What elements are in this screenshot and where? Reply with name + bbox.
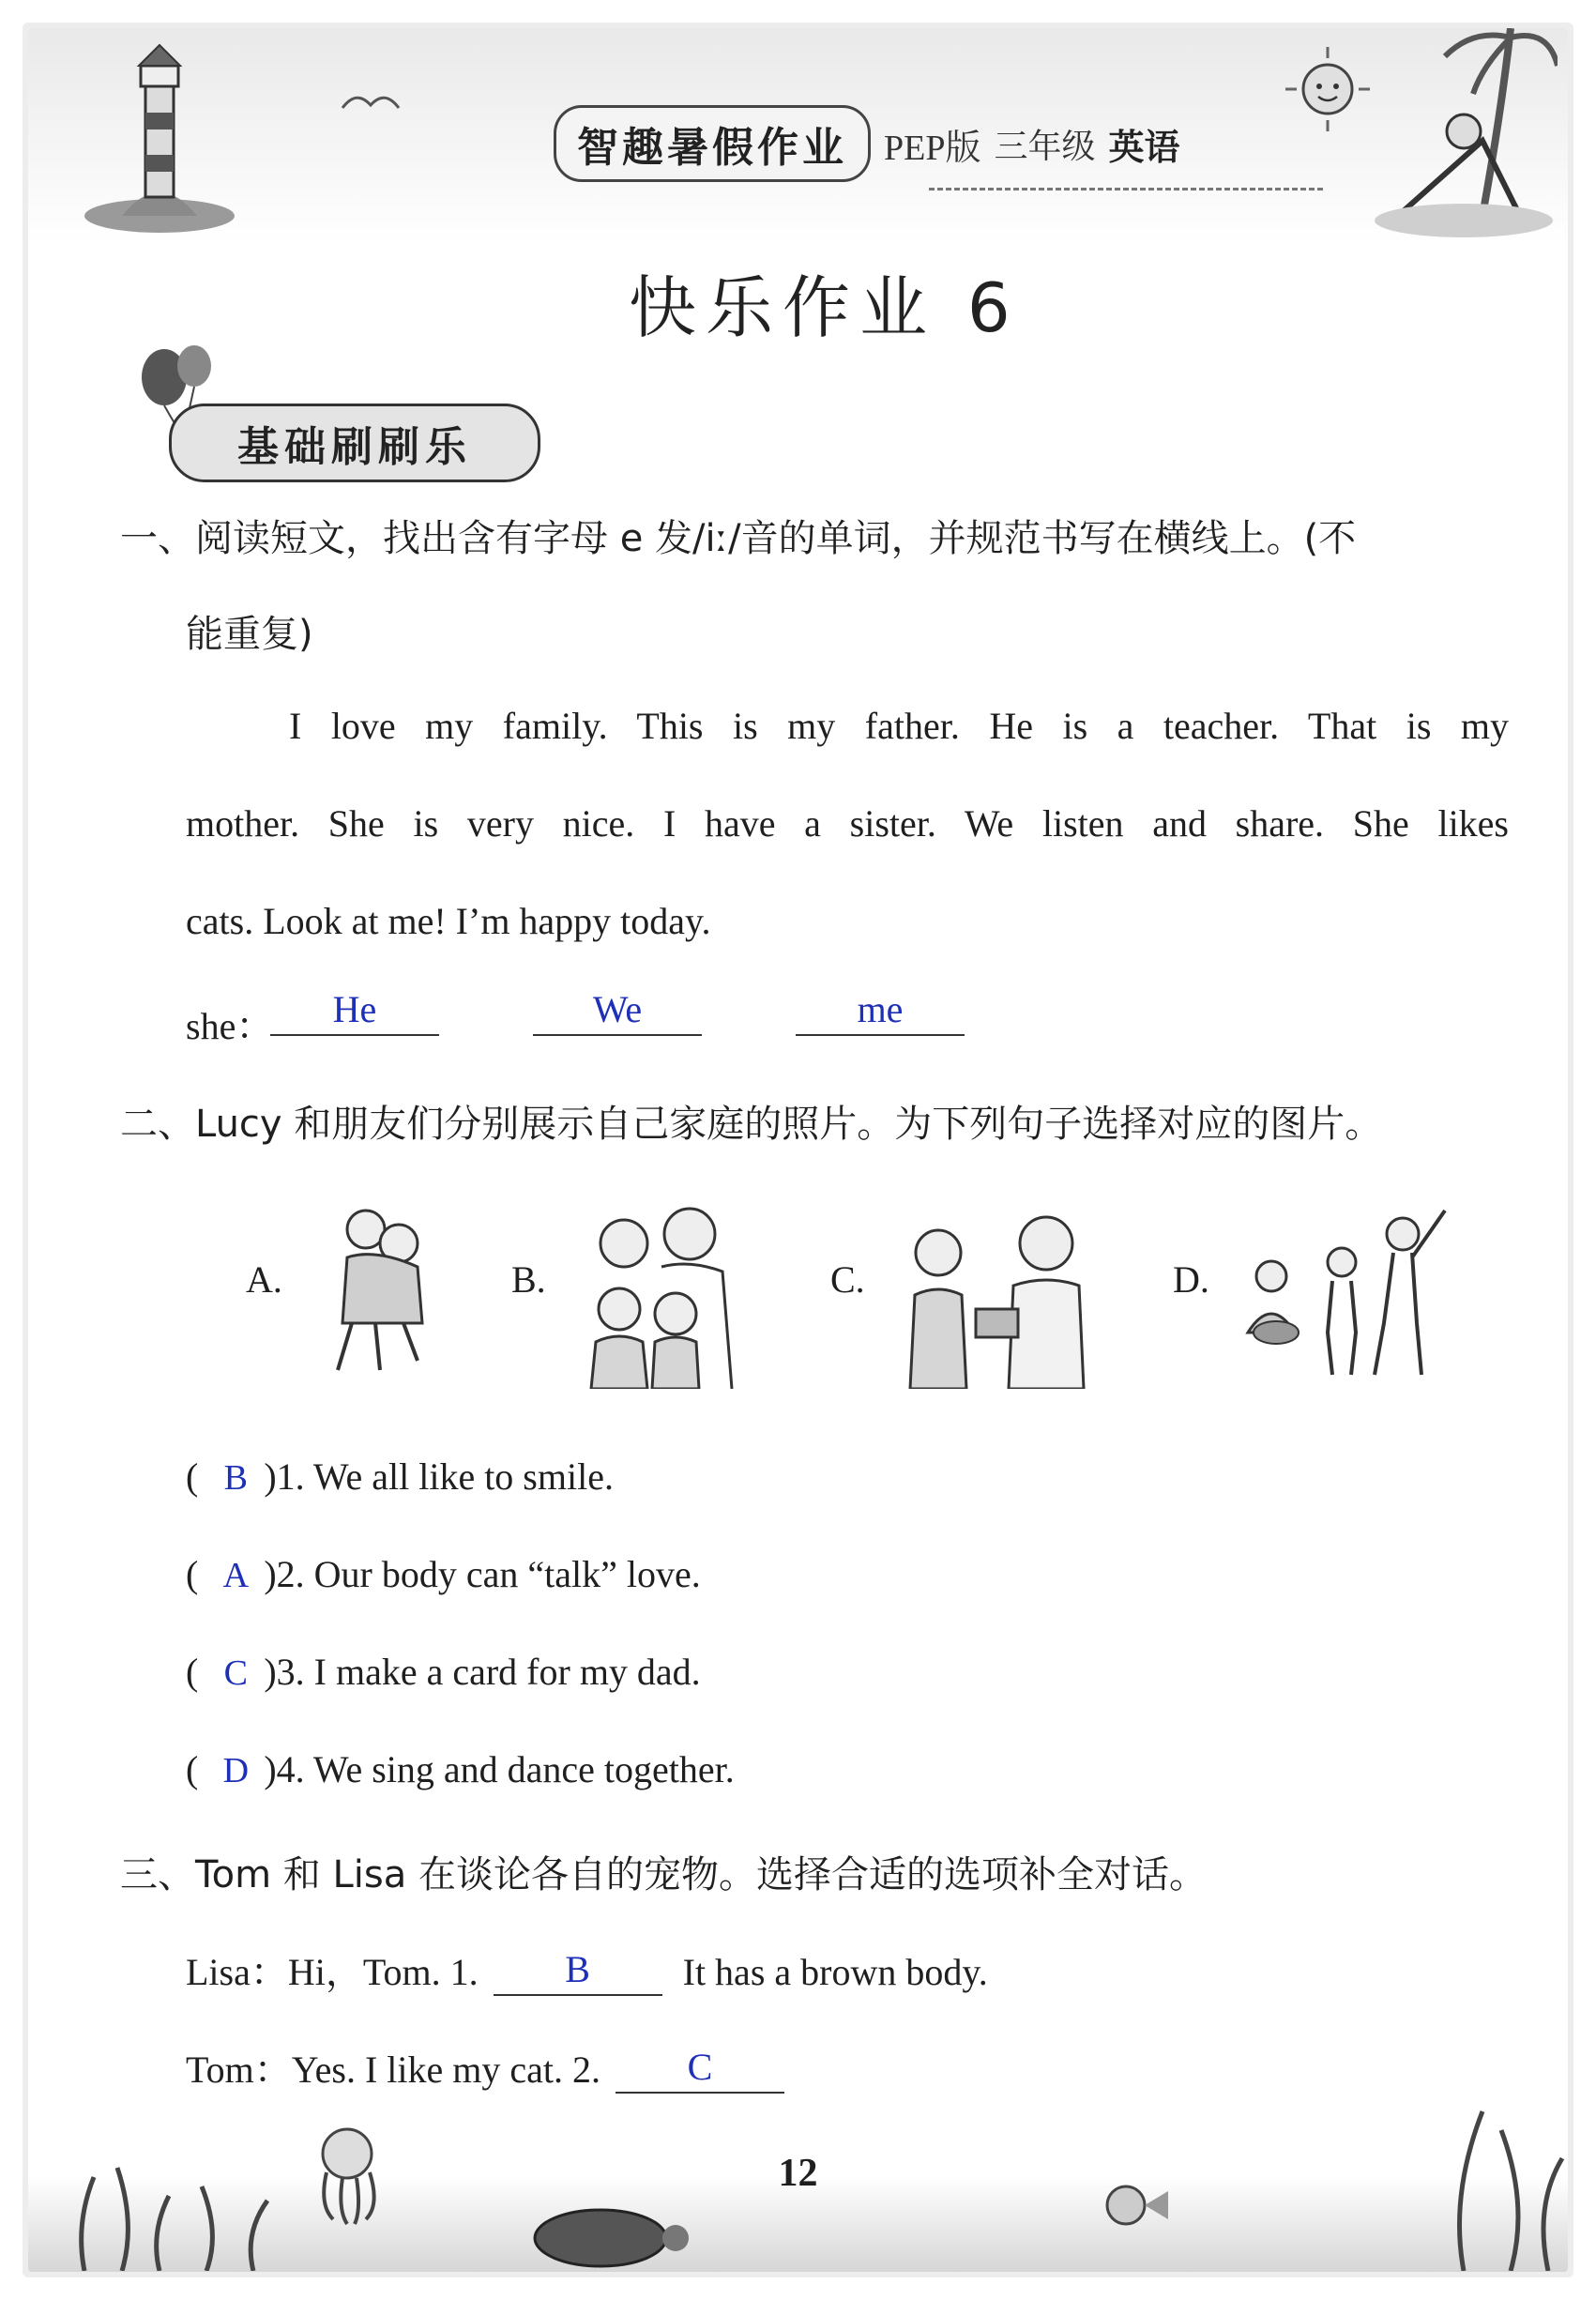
q3-heading: 三、Tom 和 Lisa 在谈论各自的宠物。选择合适的选项补全对话。 bbox=[120, 1853, 1207, 1896]
q2-heading: 二、Lucy 和朋友们分别展示自己家庭的照片。为下列句子选择对应的图片。 bbox=[120, 1103, 1383, 1146]
passage-line-3: cats. Look at me! I’m happy today. bbox=[186, 900, 711, 942]
q3-line-1-rest: It has a brown body. bbox=[682, 1951, 988, 1993]
q1-answer-blank-3[interactable] bbox=[796, 987, 965, 1036]
q2-answer-1[interactable]: B bbox=[223, 1458, 248, 1498]
q3-answer-2: C bbox=[687, 2046, 713, 2088]
seagull-icon bbox=[338, 84, 403, 122]
q3-line-1-speaker: Lisa：Hi，Tom. 1. bbox=[186, 1951, 479, 1993]
picture-label-a: A. bbox=[246, 1258, 282, 1301]
q2-item-3-text: )3. I make a card for my dad. bbox=[264, 1651, 701, 1693]
q1-answer-blank-2[interactable] bbox=[533, 987, 702, 1036]
q2-item-2-text: )2. Our body can “talk” love. bbox=[264, 1553, 701, 1595]
page-number: 12 bbox=[778, 2152, 818, 2195]
picture-label-c: C. bbox=[830, 1258, 865, 1301]
sun-icon bbox=[1276, 38, 1379, 141]
passage-line-2: mother. She is very nice. I have a sister. We listen and share. She likes bbox=[186, 802, 1509, 845]
worksheet-page bbox=[28, 28, 1568, 2272]
q2-item-1: ( B )1. We all like to smile. bbox=[186, 1455, 614, 1498]
card-for-dad-picture bbox=[887, 1201, 1112, 1389]
q3-line-1 bbox=[186, 1942, 988, 1996]
q1-answer-1: He bbox=[332, 988, 377, 1030]
q1-answer-3: me bbox=[857, 988, 904, 1030]
brand-title: 智趣暑假作业 bbox=[554, 105, 871, 182]
q2-item-2: ( A )2. Our body can “talk” love. bbox=[186, 1553, 701, 1595]
family-smile-picture bbox=[572, 1201, 741, 1389]
brand-box bbox=[554, 103, 1180, 184]
beach-chair-icon bbox=[1370, 28, 1558, 244]
hug-picture bbox=[300, 1192, 450, 1379]
passage-line-1: I love my family. This is my father. He is a teacher. That is my bbox=[289, 705, 1509, 747]
lighthouse-icon bbox=[66, 28, 253, 235]
q2-item-4-text: )4. We sing and dance together. bbox=[264, 1748, 735, 1790]
q1-answer-2: We bbox=[592, 988, 643, 1030]
q2-answer-2[interactable]: A bbox=[222, 1556, 250, 1595]
brand-grade: 三年级 bbox=[994, 127, 1096, 166]
q2-answer-4[interactable]: D bbox=[222, 1751, 250, 1790]
q3-answer-blank-1[interactable] bbox=[494, 1947, 662, 1996]
q3-line-2 bbox=[186, 2040, 784, 2094]
picture-label-b: B. bbox=[511, 1258, 546, 1301]
turtle-icon bbox=[497, 2196, 704, 2271]
q1-heading-line2: 能重复) bbox=[186, 613, 313, 656]
brand-subject: 英语 bbox=[1108, 126, 1180, 168]
q2-item-3: ( C )3. I make a card for my dad. bbox=[186, 1651, 701, 1693]
q2-answer-3[interactable]: C bbox=[223, 1653, 248, 1693]
homework-title: 快乐作业 6 bbox=[629, 268, 1020, 347]
q2-item-1-text: )1. We all like to smile. bbox=[264, 1455, 614, 1498]
q3-answer-1: B bbox=[565, 1948, 590, 1990]
picture-label-d: D. bbox=[1173, 1258, 1209, 1301]
q2-item-4: ( D )4. We sing and dance together. bbox=[186, 1748, 735, 1790]
brand-edition: PEP版 bbox=[884, 128, 981, 168]
section-label: 基础刷刷乐 bbox=[169, 404, 540, 482]
q3-line-2-speaker: Tom：Yes. I like my cat. 2. bbox=[186, 2049, 600, 2091]
q1-example-word: she： bbox=[186, 1005, 274, 1047]
header-divider bbox=[929, 188, 1323, 190]
sing-dance-picture bbox=[1229, 1192, 1454, 1379]
q3-answer-blank-2[interactable] bbox=[616, 2045, 784, 2094]
q1-answer-blank-1[interactable] bbox=[270, 987, 439, 1036]
q1-heading-line1: 一、阅读短文，找出含有字母 e 发/iː/音的单词，并规范书写在横线上。(不 bbox=[120, 517, 1357, 560]
